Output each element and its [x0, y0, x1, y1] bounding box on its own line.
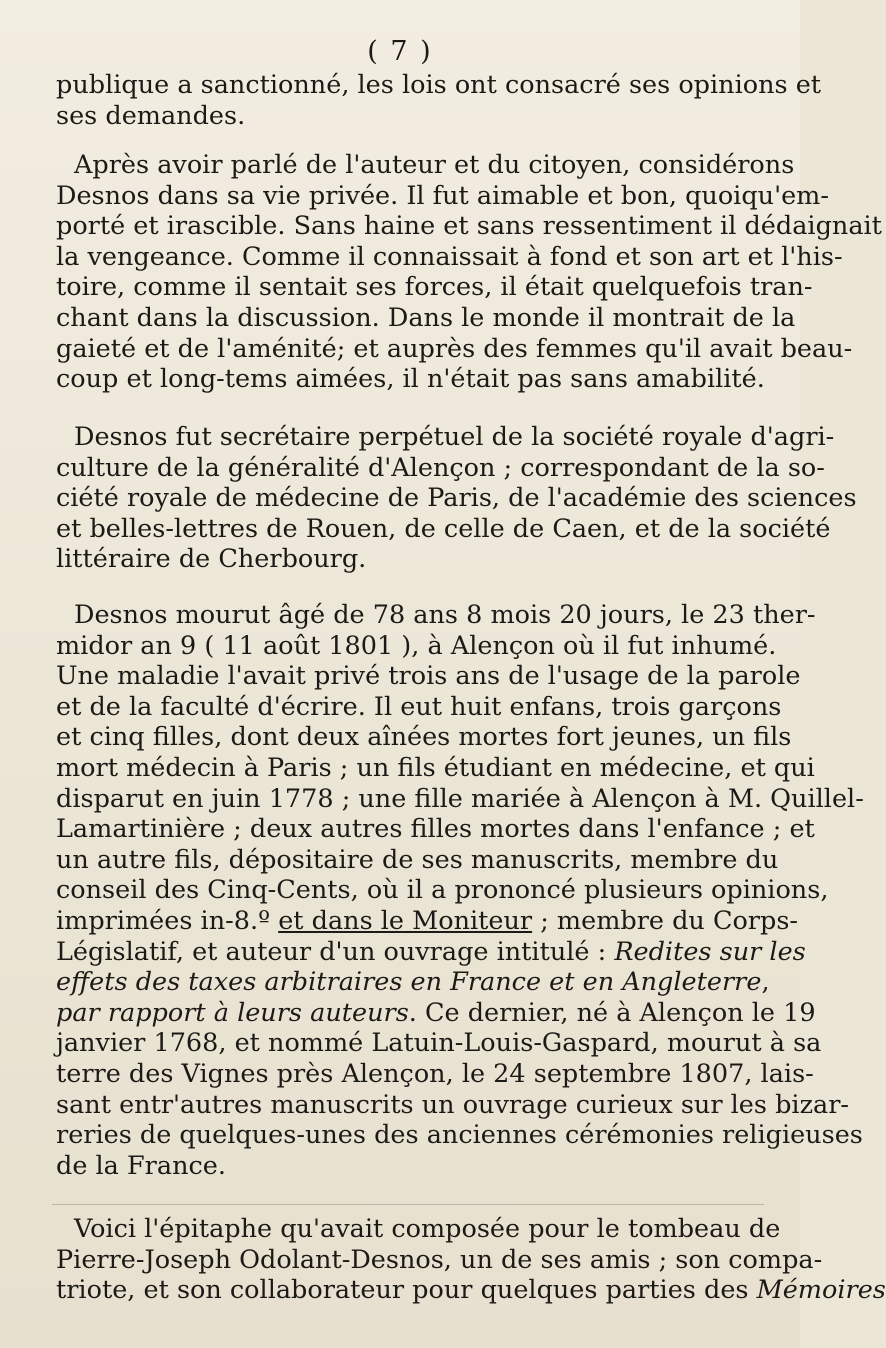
text-line: toire, comme il sentait ses forces, il était quelquefois tran-: [56, 272, 813, 303]
underlined-text: et dans le Moniteur: [278, 905, 533, 936]
text-line: la vengeance. Comme il connaissait à fond et son art et l'his-: [56, 241, 843, 272]
text-line: porté et irascible. Sans haine et sans ressentiment il dédaignait: [56, 211, 882, 242]
text-line: et de la faculté d'écrire. Il eut huit enfans, trois garçons: [56, 691, 782, 722]
text-line: culture de la généralité d'Alençon ; correspondant de la so-: [56, 452, 825, 483]
text-line: coup et long-tems aimées, il n'était pas sans amabilité.: [56, 364, 765, 395]
text-line rich-line: Législatif, et auteur d'un ouvrage intitulé : Redites sur les: [56, 936, 806, 967]
text-line: Après avoir parlé de l'auteur et du citoyen, considérons: [74, 150, 795, 180]
text-line: Voici l'épitaphe qu'avait composée pour le tombeau de: [74, 1214, 781, 1244]
text-line rich-line: par rapport à leurs auteurs. Ce dernier, né à Alençon le 19: [56, 997, 816, 1028]
paragraph-1: [56, 70, 822, 131]
text-line: et belles-lettres de Rouen, de celle de Caen, et de la société: [56, 513, 831, 544]
page-number: ( 7 ): [367, 36, 433, 67]
text-line: publique a sanctionné, les lois ont consacré ses opinions et: [56, 70, 822, 100]
paragraph-3: [56, 422, 857, 575]
text-line: Desnos fut secrétaire perpétuel de la société royale d'agri-: [74, 422, 835, 452]
text-line: littéraire de Cherbourg.: [56, 544, 367, 575]
paragraph-2: [56, 150, 882, 395]
text-line rich-last: triote, et son collaborateur pour quelques parties des Mémoires: [56, 1275, 886, 1306]
text-line: Desnos dans sa vie privée. Il fut aimable et bon, quoiqu'em-: [56, 180, 829, 211]
text-line: chant dans la discussion. Dans le monde il montrait de la: [56, 302, 796, 333]
text-line: midor an 9 ( 11 août 1801 ), à Alençon où il fut inhumé.: [56, 630, 777, 661]
text-line: sant entr'autres manuscrits un ouvrage curieux sur les bizar-: [56, 1089, 850, 1120]
text-line: et cinq filles, dont deux aînées mortes fort jeunes, un fils: [56, 722, 792, 753]
text-line: janvier 1768, et nommé Latuin-Louis-Gaspard, mourut à sa: [56, 1028, 822, 1059]
text-line: de la France.: [56, 1150, 226, 1181]
text-line: reries de quelques-unes des anciennes cérémonies religieuses: [56, 1120, 863, 1151]
text-line: Lamartinière ; deux autres filles mortes dans l'enfance ; et: [56, 814, 815, 845]
text-line: disparut en juin 1778 ; une fille mariée à Alençon à M. Quillel-: [56, 783, 864, 814]
text-line rich-line: effets des taxes arbitraires en France et en Angleterre,: [56, 967, 770, 998]
text-line: terre des Vignes près Alençon, le 24 septembre 1807, lais-: [56, 1058, 814, 1089]
text-line: mort médecin à Paris ; un fils étudiant en médecine, et qui: [56, 752, 815, 783]
text-line: Une maladie l'avait privé trois ans de l'usage de la parole: [56, 661, 801, 692]
text-line rich-line: imprimées in-8.º et dans le Moniteur ; membre du Corps-: [56, 905, 799, 936]
italic-text: Redites sur les: [614, 936, 806, 967]
paragraph-4: [56, 600, 864, 1181]
text-line: Desnos mourut âgé de 78 ans 8 mois 20 jours, le 23 ther-: [74, 600, 816, 630]
text-line: ciété royale de médecine de Paris, de l'académie des sciences: [56, 483, 857, 514]
text-line: gaieté et de l'aménité; et auprès des femmes qu'il avait beau-: [56, 333, 853, 364]
text-line: Pierre-Joseph Odolant-Desnos, un de ses amis ; son compa-: [56, 1244, 823, 1275]
italic-text: par rapport à leurs auteurs: [56, 997, 409, 1028]
text-line: ses demandes.: [56, 100, 246, 131]
paragraph-5: [56, 1214, 886, 1306]
text-line: conseil des Cinq-Cents, où il a prononcé plusieurs opinions,: [56, 875, 829, 906]
italic-text: effets des taxes arbitraires en France et en Angleterre: [56, 967, 762, 998]
text-line: un autre fils, dépositaire de ses manuscrits, membre du: [56, 844, 779, 875]
italic-text: Mémoires: [756, 1275, 886, 1306]
divider: [52, 1204, 764, 1205]
